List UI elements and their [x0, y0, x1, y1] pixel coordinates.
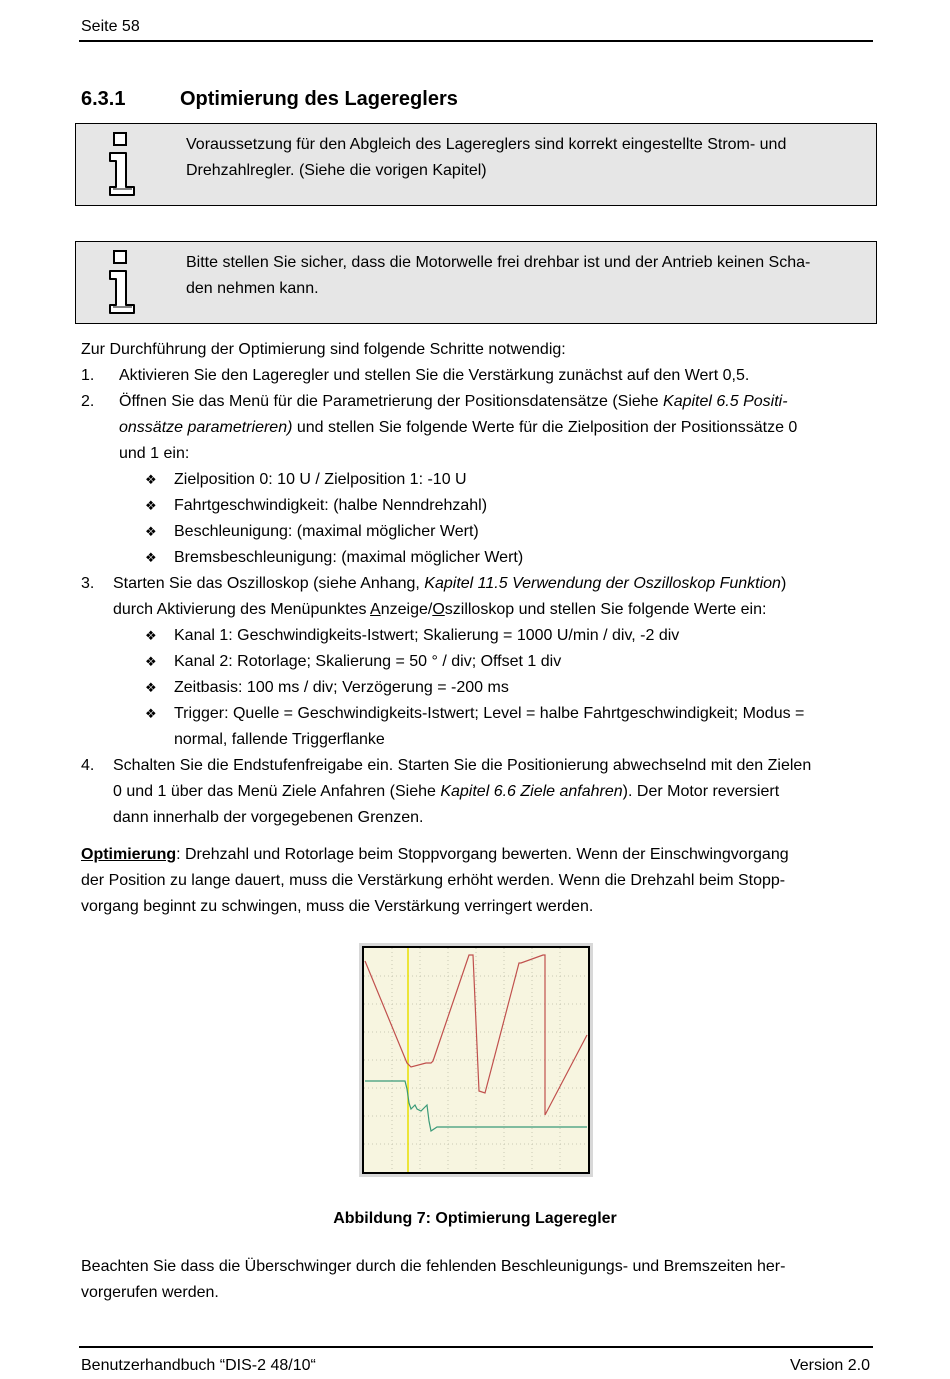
section-number: 6.3.1 — [81, 88, 126, 110]
step-text-part: Öffnen Sie das Menü für die Parametrierung der Positionsdatensätze (Siehe — [119, 393, 664, 410]
step-text-part: durch Aktivierung des Menüpunktes — [113, 601, 371, 618]
bullet-item: Kanal 1: Geschwindigkeits-Istwert; Skalierung = 1000 U/min / div, -2 div — [174, 627, 680, 644]
bullet-item: Zielposition 0: 10 U / Zielposition 1: -10 U — [174, 471, 467, 488]
diamond-bullet-icon: ❖ — [145, 498, 157, 513]
step-text — [113, 571, 786, 597]
menu-accelerator: O — [432, 601, 445, 618]
step-number: 3. — [81, 575, 95, 592]
info-text-line: Drehzahlregler. (Siehe die vorigen Kapitel) — [186, 162, 487, 179]
header-rule — [79, 40, 873, 42]
step-text-part: 0 und 1 über das Menü Ziele Anfahren (Siehe — [113, 783, 441, 800]
bullet-item: Kanal 2: Rotorlage; Skalierung = 50 ° / div; Offset 1 div — [174, 653, 562, 670]
menu-accelerator: A — [370, 601, 381, 618]
optimization-text — [81, 842, 789, 868]
oscilloscope-figure — [359, 943, 593, 1177]
bullet-item: Fahrtgeschwindigkeit: (halbe Nenndrehzahl) — [174, 497, 488, 514]
note-text: vorgerufen werden. — [81, 1284, 219, 1301]
optimization-text: der Position zu lange dauert, muss die Verstärkung erhöht werden. Wenn die Drehzahl beim Stopp- — [81, 872, 786, 889]
diamond-bullet-icon: ❖ — [145, 472, 157, 487]
step-text-part: nzeige/ — [380, 601, 433, 618]
info-text-line: Voraussetzung für den Abgleich des Lagereglers sind korrekt eingestellte Strom- und — [186, 136, 787, 153]
footer-rule — [79, 1346, 873, 1348]
footer-document-title: Benutzerhandbuch “DIS-2 48/10“ — [81, 1357, 316, 1374]
note-text: Beachten Sie dass die Überschwinger durch die fehlenden Beschleunigungs- und Bremszeiten her- — [81, 1258, 786, 1275]
footer-version: Version 2.0 — [789, 1357, 870, 1374]
step-text: Schalten Sie die Endstufenfreigabe ein. Starten Sie die Positionierung abwechselnd mit den Zielen — [113, 757, 812, 774]
step-number: 4. — [81, 757, 95, 774]
info-icon — [106, 131, 138, 199]
bullet-item: Beschleunigung: (maximal möglicher Wert) — [174, 523, 479, 540]
chapter-reference: Kapitel 6.5 Positi- — [663, 393, 788, 410]
optimization-text-part: : Drehzahl und Rotorlage beim Stoppvorgang bewerten. Wenn der Einschwingvorgang — [176, 846, 789, 863]
chapter-reference: Kapitel 6.6 Ziele anfahren — [440, 783, 623, 800]
diamond-bullet-icon: ❖ — [145, 706, 157, 721]
step-text: dann innerhalb der vorgegebenen Grenzen. — [113, 809, 424, 826]
optimization-text: vorgang beginnt zu schwingen, muss die Verstärkung verringert werden. — [81, 898, 594, 915]
step-text-part: ). Der Motor reversiert — [622, 783, 780, 800]
diamond-bullet-icon: ❖ — [145, 680, 157, 695]
bullet-item: Zeitbasis: 100 ms / div; Verzögerung = -200 ms — [174, 679, 509, 696]
section-title: Optimierung des Lagereglers — [180, 88, 458, 110]
step-text — [119, 389, 788, 415]
step-number: 1. — [81, 367, 95, 384]
figure-caption: Abbildung 7: Optimierung Lageregler — [333, 1210, 617, 1227]
chapter-reference: onssätze parametrieren) — [119, 419, 293, 436]
info-box-warning — [75, 241, 877, 324]
step-text-part: szilloskop und stellen Sie folgende Werte ein: — [444, 601, 767, 618]
intro-text: Zur Durchführung der Optimierung sind folgende Schritte notwendig: — [81, 341, 566, 358]
diamond-bullet-icon: ❖ — [145, 628, 157, 643]
bullet-item-continued: normal, fallende Triggerflanke — [174, 731, 385, 748]
diamond-bullet-icon: ❖ — [145, 550, 157, 565]
step-text: und 1 ein: — [119, 445, 190, 462]
step-text-part: ) — [780, 575, 787, 592]
page-number: Seite 58 — [81, 18, 140, 35]
bullet-item: Bremsbeschleunigung: (maximal möglicher Wert) — [174, 549, 524, 566]
step-text-part: Starten Sie das Oszilloskop (siehe Anhang, — [113, 575, 425, 592]
step-number: 2. — [81, 393, 95, 410]
step-text — [119, 415, 797, 441]
optimization-label: Optimierung — [81, 846, 177, 863]
step-text: Aktivieren Sie den Lageregler und stellen Sie die Verstärkung zunächst auf den Wert 0,5. — [119, 367, 750, 384]
info-text-line: den nehmen kann. — [186, 280, 319, 297]
diamond-bullet-icon: ❖ — [145, 524, 157, 539]
step-text — [113, 597, 766, 623]
diamond-bullet-icon: ❖ — [145, 654, 157, 669]
chapter-reference: Kapitel 11.5 Verwendung der Oszilloskop Funktion — [424, 575, 781, 592]
info-icon — [106, 249, 138, 317]
info-box-prerequisite — [75, 123, 877, 206]
step-text — [113, 779, 779, 805]
bullet-item: Trigger: Quelle = Geschwindigkeits-Istwert; Level = halbe Fahrtgeschwindigkeit; Modus = — [174, 705, 805, 722]
step-text-part: und stellen Sie folgende Werte für die Zielposition der Positionssätze 0 — [292, 419, 798, 436]
info-text-line: Bitte stellen Sie sicher, dass die Motorwelle frei drehbar ist und der Antrieb keinen Scha- — [186, 254, 811, 271]
